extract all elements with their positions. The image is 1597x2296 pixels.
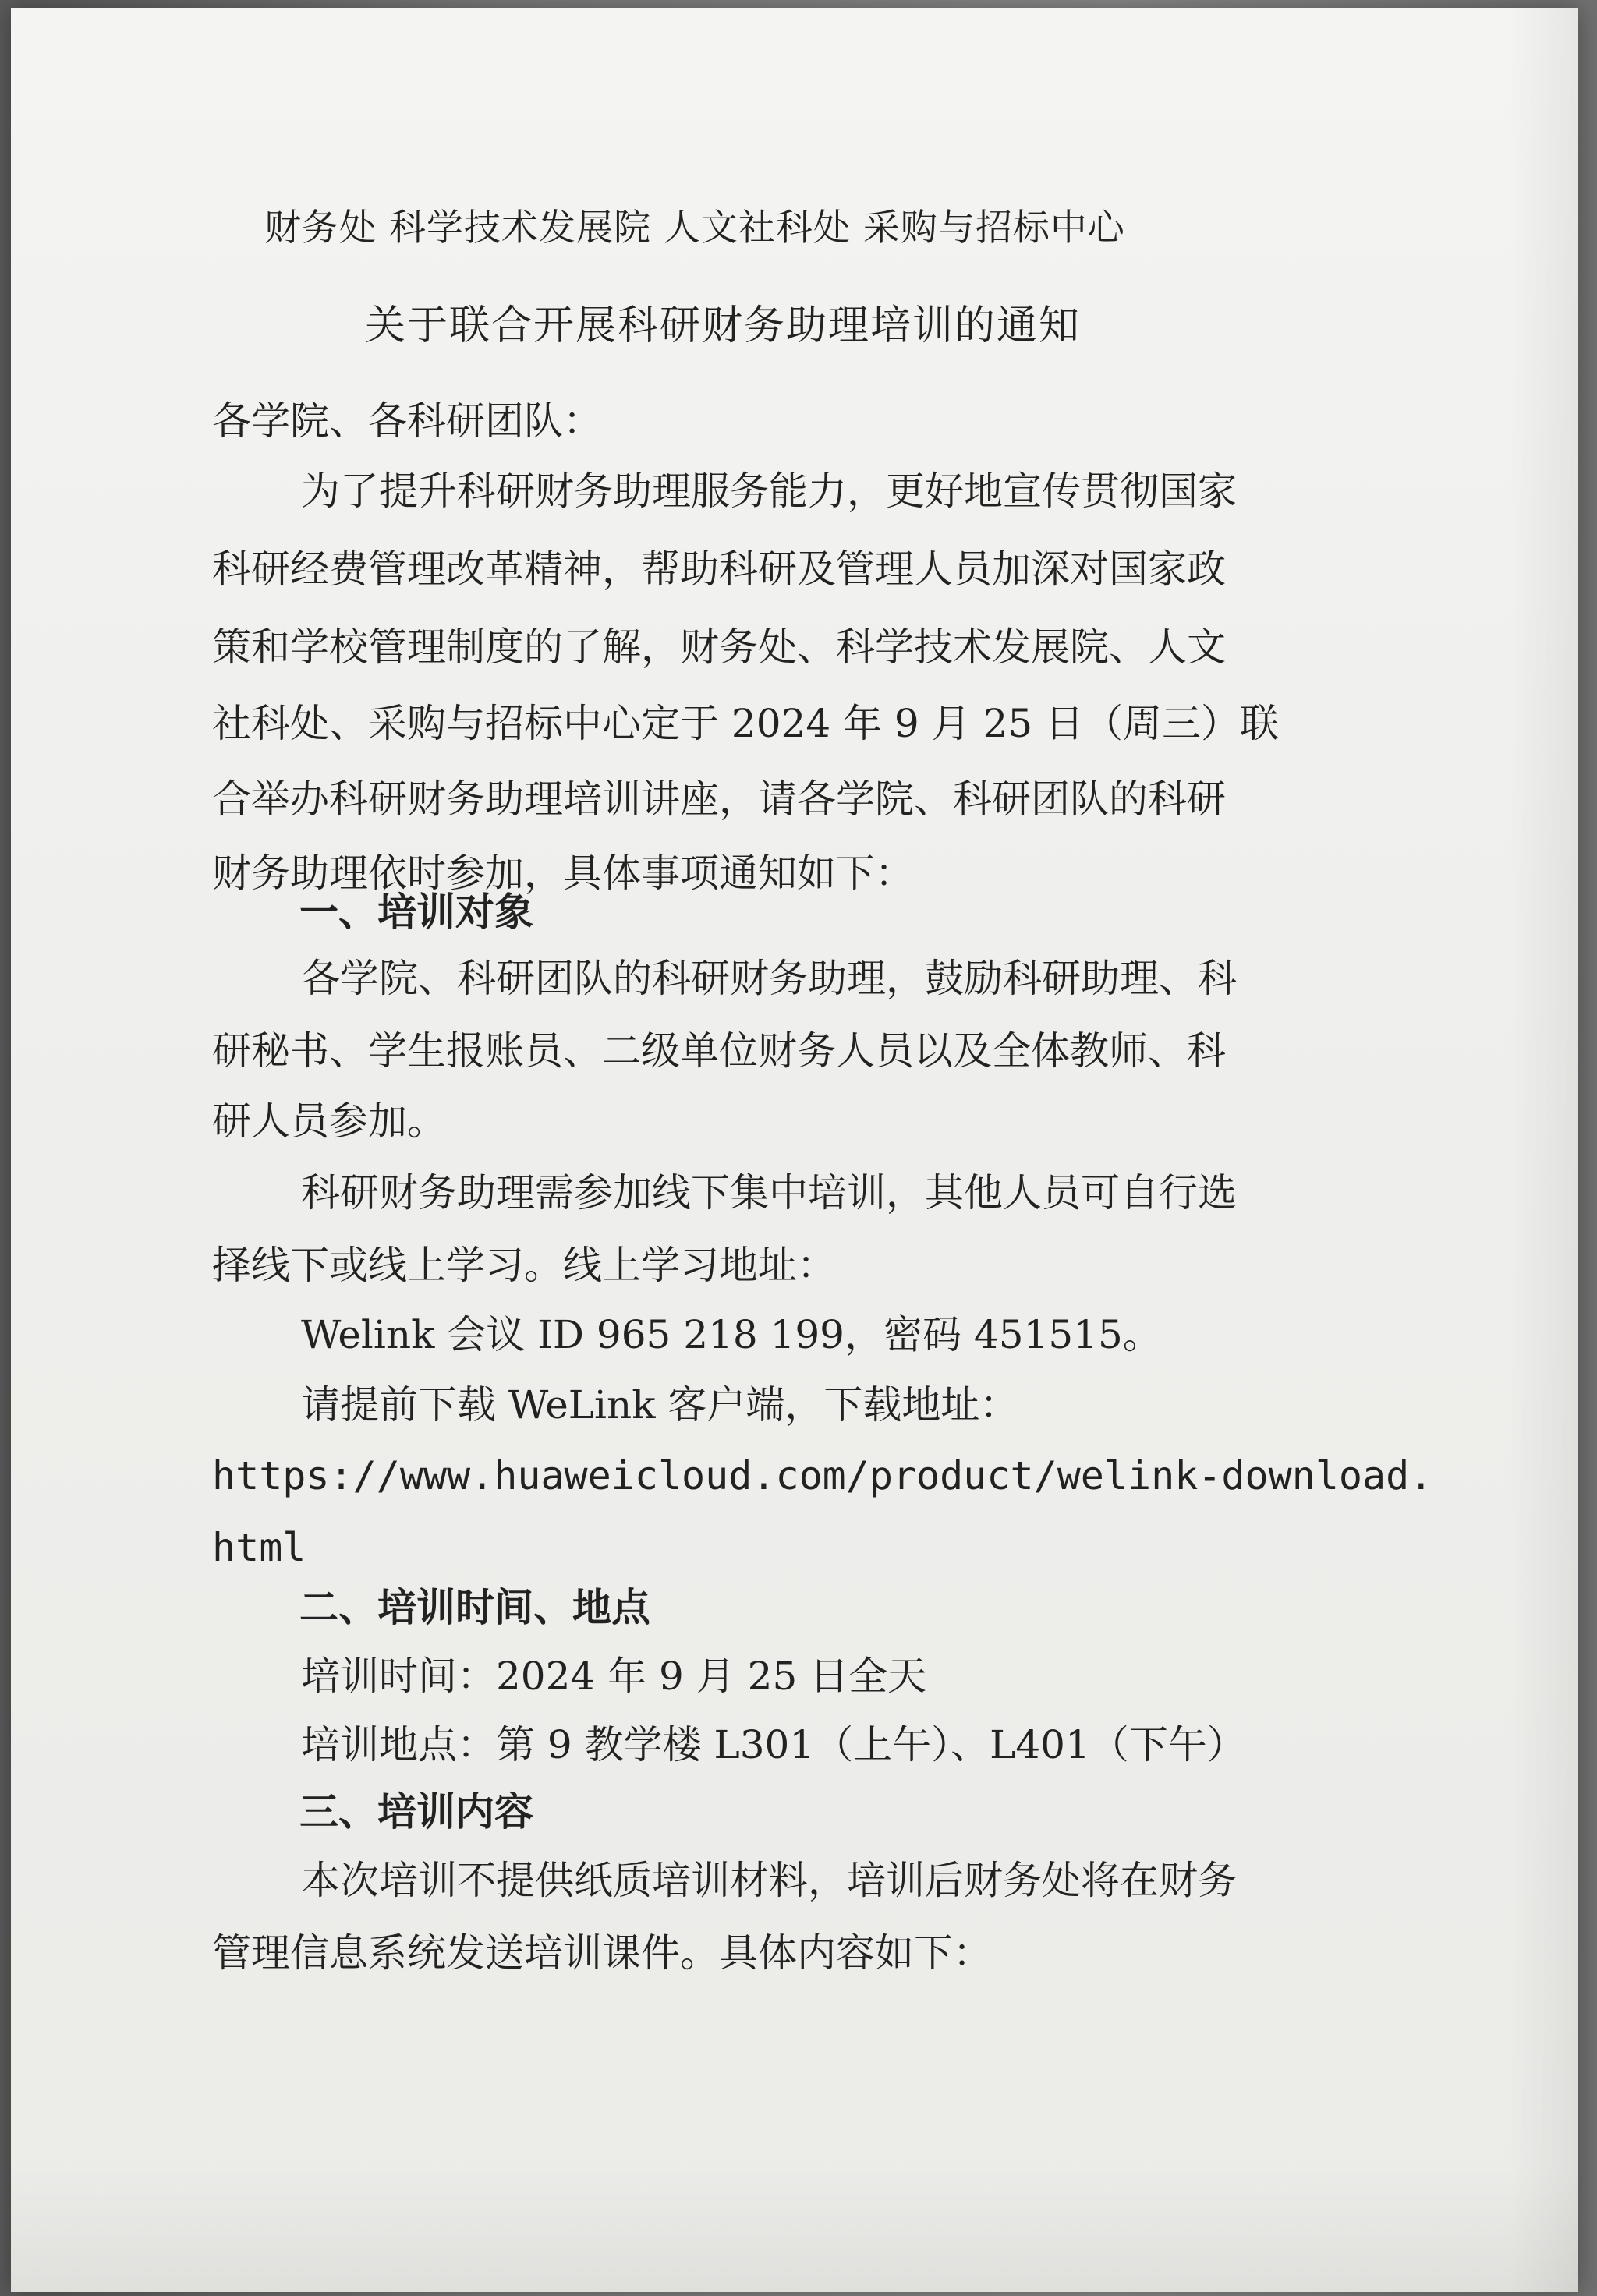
intro-line-2: 科研经费管理改革精神，帮助科研及管理人员加深对国家政 xyxy=(212,547,1226,592)
intro-line-6: 财务助理依时参加，具体事项通知如下： xyxy=(212,851,914,896)
section-1-para-1-line-1: 各学院、科研团队的科研财务助理，鼓励科研助理、科 xyxy=(301,956,1237,1001)
intro-line-1: 为了提升科研财务助理服务能力，更好地宣传贯彻国家 xyxy=(301,469,1237,514)
issuing-departments: 财务处 科学技术发展院 人文社科处 采购与招标中心 xyxy=(264,207,1125,249)
section-1-para-2-line-2: 择线下或线上学习。线上学习地址： xyxy=(212,1243,836,1288)
section-1-heading: 一、培训对象 xyxy=(299,890,533,935)
page-shadow-bottom xyxy=(11,2167,1578,2292)
notice-document-page xyxy=(11,8,1578,2292)
section-1-para-1-line-2: 研秘书、学生报账员、二级单位财务人员以及全体教师、科 xyxy=(212,1028,1226,1074)
download-url-line-2: html xyxy=(212,1525,306,1570)
section-1-para-2-line-1: 科研财务助理需参加线下集中培训，其他人员可自行选 xyxy=(301,1170,1237,1215)
section-3-heading: 三、培训内容 xyxy=(299,1789,533,1834)
training-place: 培训地点：第 9 教学楼 L301（上午）、L401（下午） xyxy=(301,1722,1246,1767)
section-1-para-1-line-3: 研人员参加。 xyxy=(212,1098,446,1144)
intro-line-4: 社科处、采购与招标中心定于 2024 年 9 月 25 日（周三）联 xyxy=(212,701,1280,746)
intro-line-5: 合举办科研财务助理培训讲座，请各学院、科研团队的科研 xyxy=(212,777,1226,822)
intro-line-3: 策和学校管理制度的了解，财务处、科学技术发展院、人文 xyxy=(212,624,1226,670)
welink-meeting-info: Welink 会议 ID 965 218 199，密码 451515。 xyxy=(301,1312,1162,1357)
download-prompt: 请提前下载 WeLink 客户端，下载地址： xyxy=(301,1382,1019,1427)
salutation: 各学院、各科研团队： xyxy=(212,398,602,444)
training-time: 培训时间：2024 年 9 月 25 日全天 xyxy=(301,1654,927,1699)
section-2-heading: 二、培训时间、地点 xyxy=(299,1585,650,1630)
download-url-line-1: https://www.huaweicloud.com/product/welink-download. xyxy=(212,1453,1433,1498)
document-title: 关于联合开展科研财务助理培训的通知 xyxy=(365,302,1082,349)
section-3-para-1-line-2: 管理信息系统发送培训课件。具体内容如下： xyxy=(212,1930,992,1976)
page-shadow-right xyxy=(1508,8,1578,2292)
section-3-para-1-line-1: 本次培训不提供纸质培训材料，培训后财务处将在财务 xyxy=(301,1858,1237,1903)
